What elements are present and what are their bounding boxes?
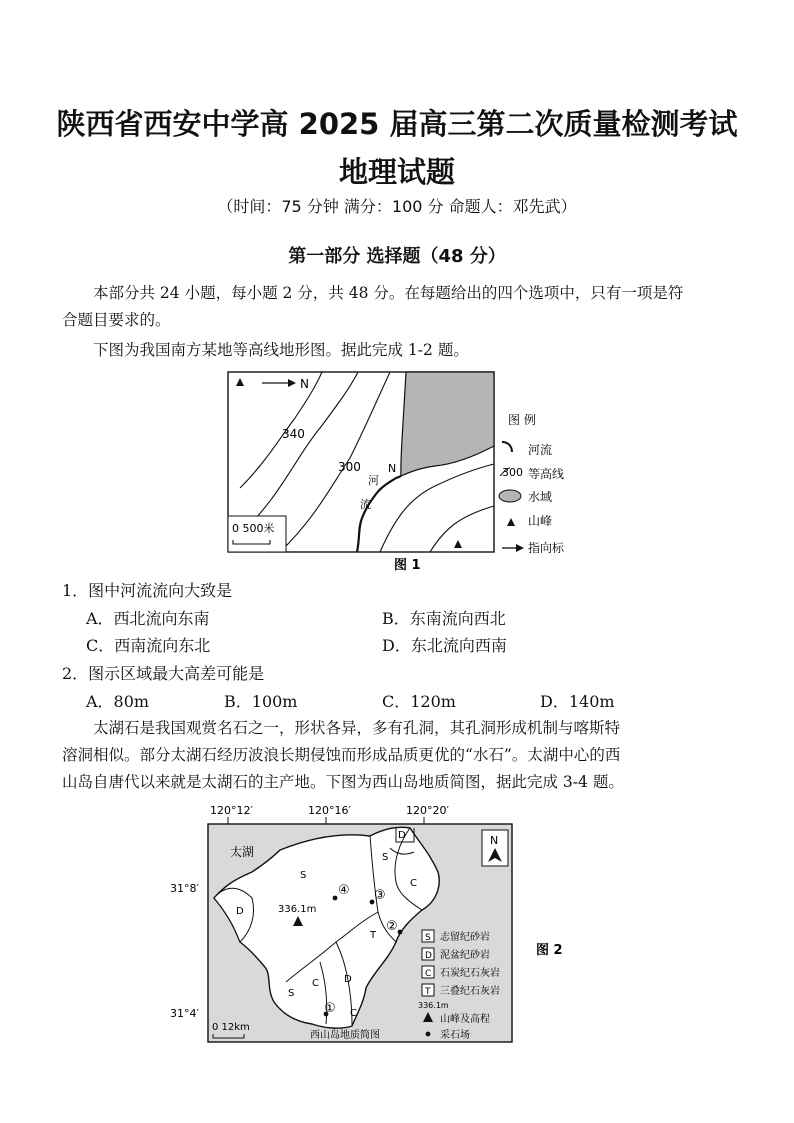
legend-quarry-icon: [426, 1032, 431, 1037]
svg-text:C: C: [425, 969, 432, 979]
q2-option-c[interactable]: C．120m: [382, 692, 456, 711]
lat-label-1: 31°8′: [170, 882, 199, 895]
svg-text:S: S: [425, 933, 431, 943]
legend-river-label: 河流: [528, 443, 553, 457]
contour-label-300: 300: [338, 460, 361, 474]
lat-label-2: 31°4′: [170, 1007, 199, 1020]
rock-label-C-south: C: [312, 978, 319, 989]
north-label: N: [490, 834, 499, 847]
figure-1-contour-map: [220, 368, 590, 578]
lead-q1-2: 下图为我国南方某地等高线地形图。据此完成 1-2 题。: [93, 341, 469, 359]
rock-label-C-southtip: C: [350, 1008, 357, 1019]
site-3-label: ③: [374, 888, 386, 903]
north-label: N: [300, 377, 309, 391]
legend-s-label: 志留纪砂岩: [440, 932, 490, 943]
legend-contour-number: 300: [502, 466, 523, 479]
rock-label-S-south: S: [288, 988, 295, 999]
svg-text:D: D: [425, 951, 432, 961]
lon-label-2: 120°16′: [308, 804, 351, 817]
rock-label-D-west: D: [236, 906, 244, 917]
map-title: 西山岛地质简图: [310, 1030, 380, 1041]
passage-line2: 溶洞相似。部分太湖石经历波浪长期侵蚀而形成品质更优的“水石”。太湖中心的西: [62, 746, 621, 764]
legend-arrow-label: 指向标: [528, 541, 565, 555]
rock-label-C-east: C: [410, 878, 417, 889]
question-1-stem: 1．图中河流流向大致是: [62, 581, 233, 600]
river-label-1: 河: [368, 474, 379, 487]
peak-elevation: 336.1m: [278, 904, 317, 915]
exam-title: 陕西省西安中学高 2025 届高三第二次质量检测考试: [56, 107, 738, 141]
passage-line1: 太湖石是我国观赏名石之一，形状各异，多有孔洞，其孔洞形成机制与喀斯特: [93, 719, 621, 737]
q1-option-d[interactable]: D．东北流向西南: [382, 636, 507, 655]
legend-quarry-label: 采石场: [440, 1030, 470, 1041]
section-intro-line1: 本部分共 24 小题，每小题 2 分，共 48 分。在每题给出的四个选项中，只有一项是符: [93, 284, 684, 302]
svg-text:T: T: [425, 987, 431, 997]
rock-label-D-north: D: [398, 830, 406, 841]
legend-peak-icon: [507, 518, 515, 526]
legend-d-label: 泥盆纪砂岩: [440, 950, 490, 961]
figure-1-caption: 图 1: [394, 558, 421, 573]
section-title: 第一部分 选择题（48 分）: [288, 246, 506, 267]
legend-river-icon: [502, 442, 512, 452]
scale-label: 0 500米: [232, 522, 275, 535]
q2-option-d[interactable]: D．140m: [540, 692, 615, 711]
scale-label: 0 12km: [212, 1022, 250, 1033]
legend-peak-label: 山峰及高程: [440, 1014, 490, 1025]
legend-peak-label: 山峰: [528, 514, 553, 528]
q1-option-a[interactable]: A．西北流向东南: [86, 609, 210, 628]
lon-label-1: 120°12′: [210, 804, 253, 817]
rock-label-S-north: S: [300, 870, 307, 881]
legend-t-label: 三叠纪石灰岩: [440, 986, 500, 997]
section-intro-line2: 合题目要求的。: [62, 311, 171, 329]
legend-water-icon: [499, 490, 521, 502]
svg-text:336.1m: 336.1m: [418, 1001, 449, 1010]
subject-title: 地理试题: [338, 155, 455, 189]
q1-option-b[interactable]: B．东南流向西北: [382, 609, 506, 628]
quarry-icon: [398, 930, 403, 935]
site-2-label: ②: [386, 919, 398, 934]
legend-arrow-icon: [516, 544, 524, 552]
q1-option-c[interactable]: C．西南流向东北: [86, 636, 211, 655]
contour-label-340: 340: [282, 427, 305, 441]
river-label-2: 流: [360, 498, 371, 511]
rock-label-T: T: [370, 930, 377, 941]
rock-label-D-south: D: [344, 974, 352, 985]
q2-option-b[interactable]: B．100m: [224, 692, 298, 711]
river-point-label: N: [388, 462, 397, 475]
quarry-icon: [333, 896, 338, 901]
figure-2-caption: 图 2: [536, 943, 563, 958]
lon-label-3: 120°20′: [406, 804, 449, 817]
site-4-label: ④: [338, 883, 350, 898]
passage-line3: 山岛自唐代以来就是太湖石的主产地。下图为西山岛地质简图，据此完成 3-4 题。: [62, 773, 624, 791]
legend-title: 图 例: [508, 413, 536, 427]
legend-c-label: 石炭纪石灰岩: [440, 968, 500, 979]
figure-2-geology-map: [160, 802, 580, 1047]
lake-label: 太湖: [230, 845, 255, 859]
site-1-label: ①: [324, 1001, 336, 1016]
legend-contour-label: 等高线: [528, 467, 565, 481]
question-2-stem: 2．图示区域最大高差可能是: [62, 664, 265, 683]
exam-meta: （时间：75 分钟 满分：100 分 命题人：邓先武）: [217, 197, 577, 216]
q2-option-a[interactable]: A．80m: [86, 692, 150, 711]
legend-water-label: 水域: [528, 490, 553, 504]
rock-label-S-east: S: [382, 852, 389, 863]
